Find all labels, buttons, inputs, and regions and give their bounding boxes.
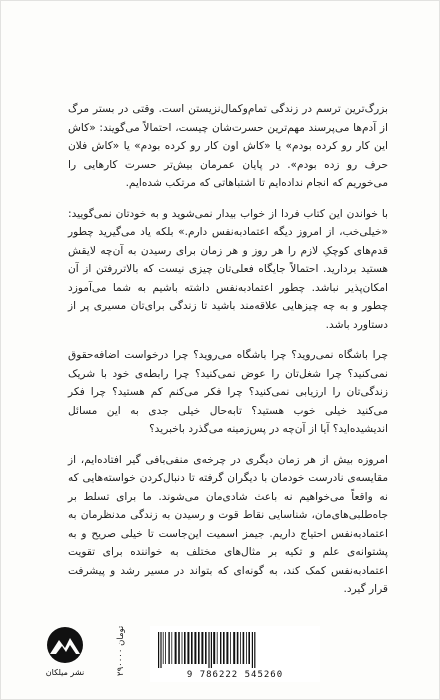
mountain-logo-icon (46, 626, 84, 664)
barcode-digits: 9 786222 545260 (186, 670, 284, 680)
isbn-barcode (150, 626, 320, 682)
publisher-logo (44, 626, 86, 682)
cover-footer (0, 608, 440, 700)
paragraph-3: چرا باشگاه نمی‌روید؟ چرا باشگاه می‌روید؟ چرا درخواست اضافه‌حقوق نمی‌کنید؟ چرا شغل‌تان را عوض نمی‌کنید؟ چرا رابطه‌ی خود با شریک زندگی‌تان را ارزیابی نمی‌کنید؟ چرا فکر می‌کنم کم هستید؟ چرا فکر می‌کنید خیلی خوب هستید؟ تابه‌حال خیلی جدی به این مسائل اندیشیده‌اید؟ آیا از آن‌چه در پس‌زمینه می‌گذرد باخبرید؟ (68, 349, 388, 435)
paragraph-2: با خواندن این کتاب فردا از خواب بیدار نمی‌شوید و به خودتان نمی‌گویید: «خیلی‌خب، از امروز دیگه اعتمادبه‌نفس دارم.» بلکه یاد می‌گیرید چطور قدم‌های کوچکِ لازم را هر روز و هر زمان برای رسیدن به آن‌چه لایقش هستید بردارید. احتمالاً جایگاه فعلی‌تان چیزی نیست که بالاتررفتن از آن امکان‌پذیر نباشد. چطور اعتمادبه‌نفس داشته باشیم به شما می‌آموزد چطور و به چه چیزهایی علاقه‌مند باشید تا زندگی برای‌تان مسیری پر از دستاورد باشد. (68, 207, 388, 331)
price-label: ۲۹۰۰۰۰ تومان (116, 625, 126, 677)
publisher-name: نشر میلکان (45, 668, 85, 677)
paragraph-1: بزرگ‌ترین ترسم در زندگی تمام‌وکمال‌نزیستن است. وقتی در بستر مرگ از آدم‌ها می‌پرسند مهم‌ترین حسرت‌شان چیست، احتمالاً می‌گویند: «کاش این کار رو کرده بودم» یا «کاش اون کار رو کرده بودم» یا «کاش فلان حرف رو زده بودم». در پایان عمرمان بیش‌تر حسرت کارهایی را می‌خوریم که انجام نداده‌ایم تا اشتباهاتی که مرتکب شده‌ایم. (68, 103, 388, 189)
paragraph-4: امروزه بیش از هر زمان دیگری در چرخه‌ی منفی‌بافی گیر افتاده‌ایم، از مقایسه‌ی نادرست خودمان با دیگران گرفته تا دنبال‌کردن خواسته‌هایی که نه واقعاً می‌خواهیم نه باعث شادی‌مان می‌شوند. ما برای تسلط بر جاه‌طلبی‌های‌مان، شناسایی نقاط قوت و رسیدن به زندگی مدنظرمان به اعتمادبه‌نفس احتیاج داریم. جیمز اسمیت این‌جاست تا خیلی صریح و به پشتوانه‌ی علم و تکیه بر مثال‌های مختلف به خواننده برای تقویت اعتمادبه‌نفس کمک کند، به گونه‌ای که بتواند در مسیر رشد و پیشرفت قرار گیرد. (68, 453, 388, 595)
blurb-text (68, 100, 388, 611)
barcode-bars (156, 632, 314, 668)
